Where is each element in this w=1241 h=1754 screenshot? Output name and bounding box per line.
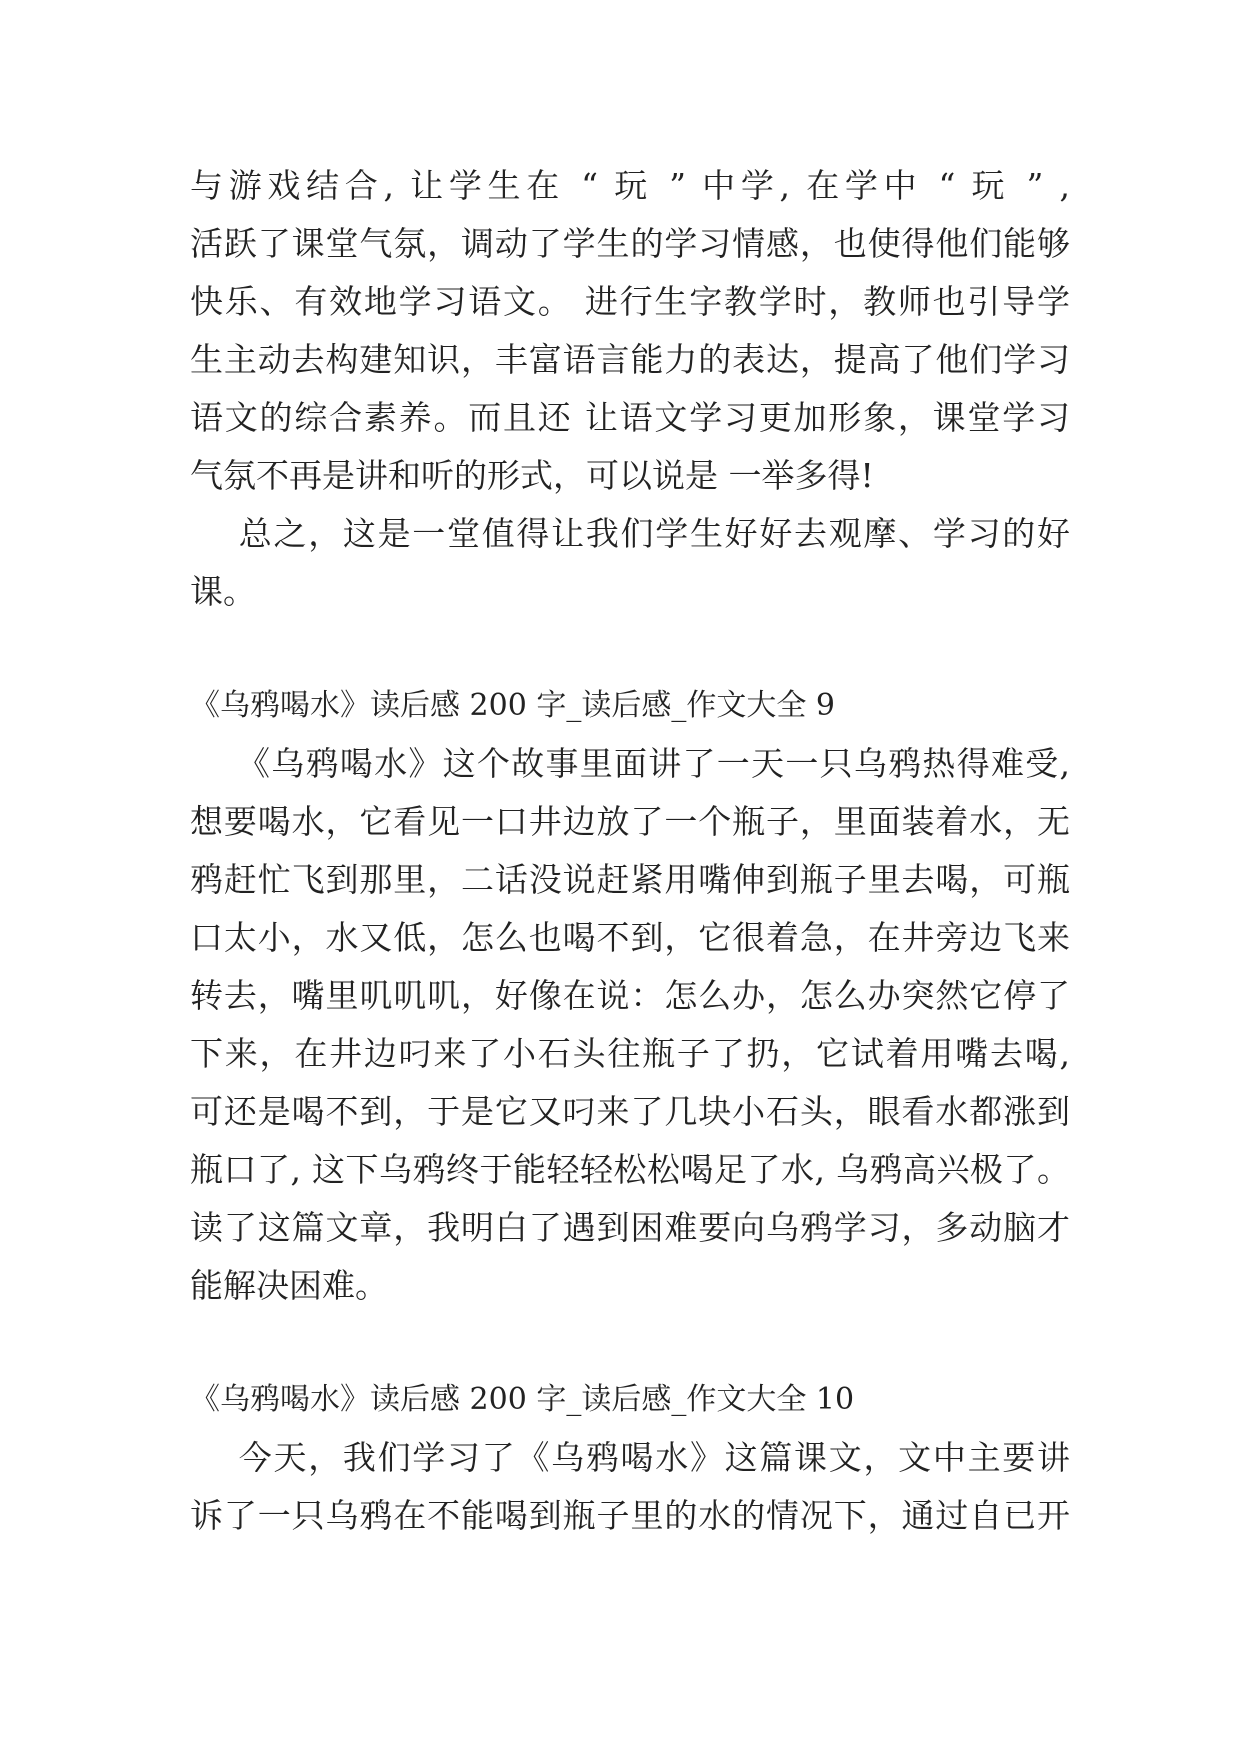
paragraph-line: 快乐、有效地学习语文。 进行生字教学时，教师也引导学	[190, 282, 1070, 321]
essay-line: 鸦赶忙飞到那里，二话没说赶紧用嘴伸到瓶子里去喝，可瓶	[190, 860, 1070, 899]
paragraph-line: 气氛不再是讲和听的形式，可以说是 一举多得!	[190, 456, 874, 495]
essay-line: 想要喝水，它看见一口井边放了一个瓶子，里面装着水，无	[190, 802, 1070, 841]
paragraph-line: 与游戏结合, 让学生在 “ 玩 ” 中学, 在学中 “ 玩 ” ,	[190, 166, 1070, 205]
essay-line: 口太小，水又低，怎么也喝不到，它很着急，在井旁边飞来	[190, 918, 1070, 957]
paragraph-line: 生主动去构建知识，丰富语言能力的表达，提高了他们学习	[190, 340, 1070, 379]
essay-line: 能解决困难。	[190, 1266, 388, 1305]
essay-line: 《乌鸦喝水》这个故事里面讲了一天一只乌鸦热得难受,	[190, 744, 1070, 783]
paragraph-line: 总之，这是一堂值得让我们学生好好去观摩、学习的好	[190, 514, 1070, 553]
essay-line: 转去，嘴里叽叽叽，好像在说：怎么办，怎么办突然它停了	[190, 976, 1070, 1015]
section-heading: 《乌鸦喝水》读后感 200 字_读后感_作文大全 10	[190, 1382, 855, 1417]
essay-line: 可还是喝不到，于是它又叼来了几块小石头，眼看水都涨到	[190, 1092, 1070, 1131]
essay-line: 今天，我们学习了《乌鸦喝水》这篇课文，文中主要讲	[190, 1438, 1070, 1477]
paragraph-line: 课。	[190, 572, 256, 611]
paragraph-line: 语文的综合素养。而且还 让语文学习更加形象，课堂学习	[190, 398, 1070, 437]
essay-line: 下来，在井边叼来了小石头往瓶子了扔，它试着用嘴去喝,	[190, 1034, 1070, 1073]
essay-line: 诉了一只乌鸦在不能喝到瓶子里的水的情况下，通过自已开	[190, 1496, 1070, 1535]
essay-line: 瓶口了, 这下乌鸦终于能轻轻松松喝足了水, 乌鸦高兴极了。	[190, 1150, 1070, 1189]
paragraph-line: 活跃了课堂气氛，调动了学生的学习情感，也使得他们能够	[190, 224, 1070, 263]
essay-line: 读了这篇文章，我明白了遇到困难要向乌鸦学习，多动脑才	[190, 1208, 1070, 1247]
section-heading: 《乌鸦喝水》读后感 200 字_读后感_作文大全 9	[190, 688, 835, 723]
